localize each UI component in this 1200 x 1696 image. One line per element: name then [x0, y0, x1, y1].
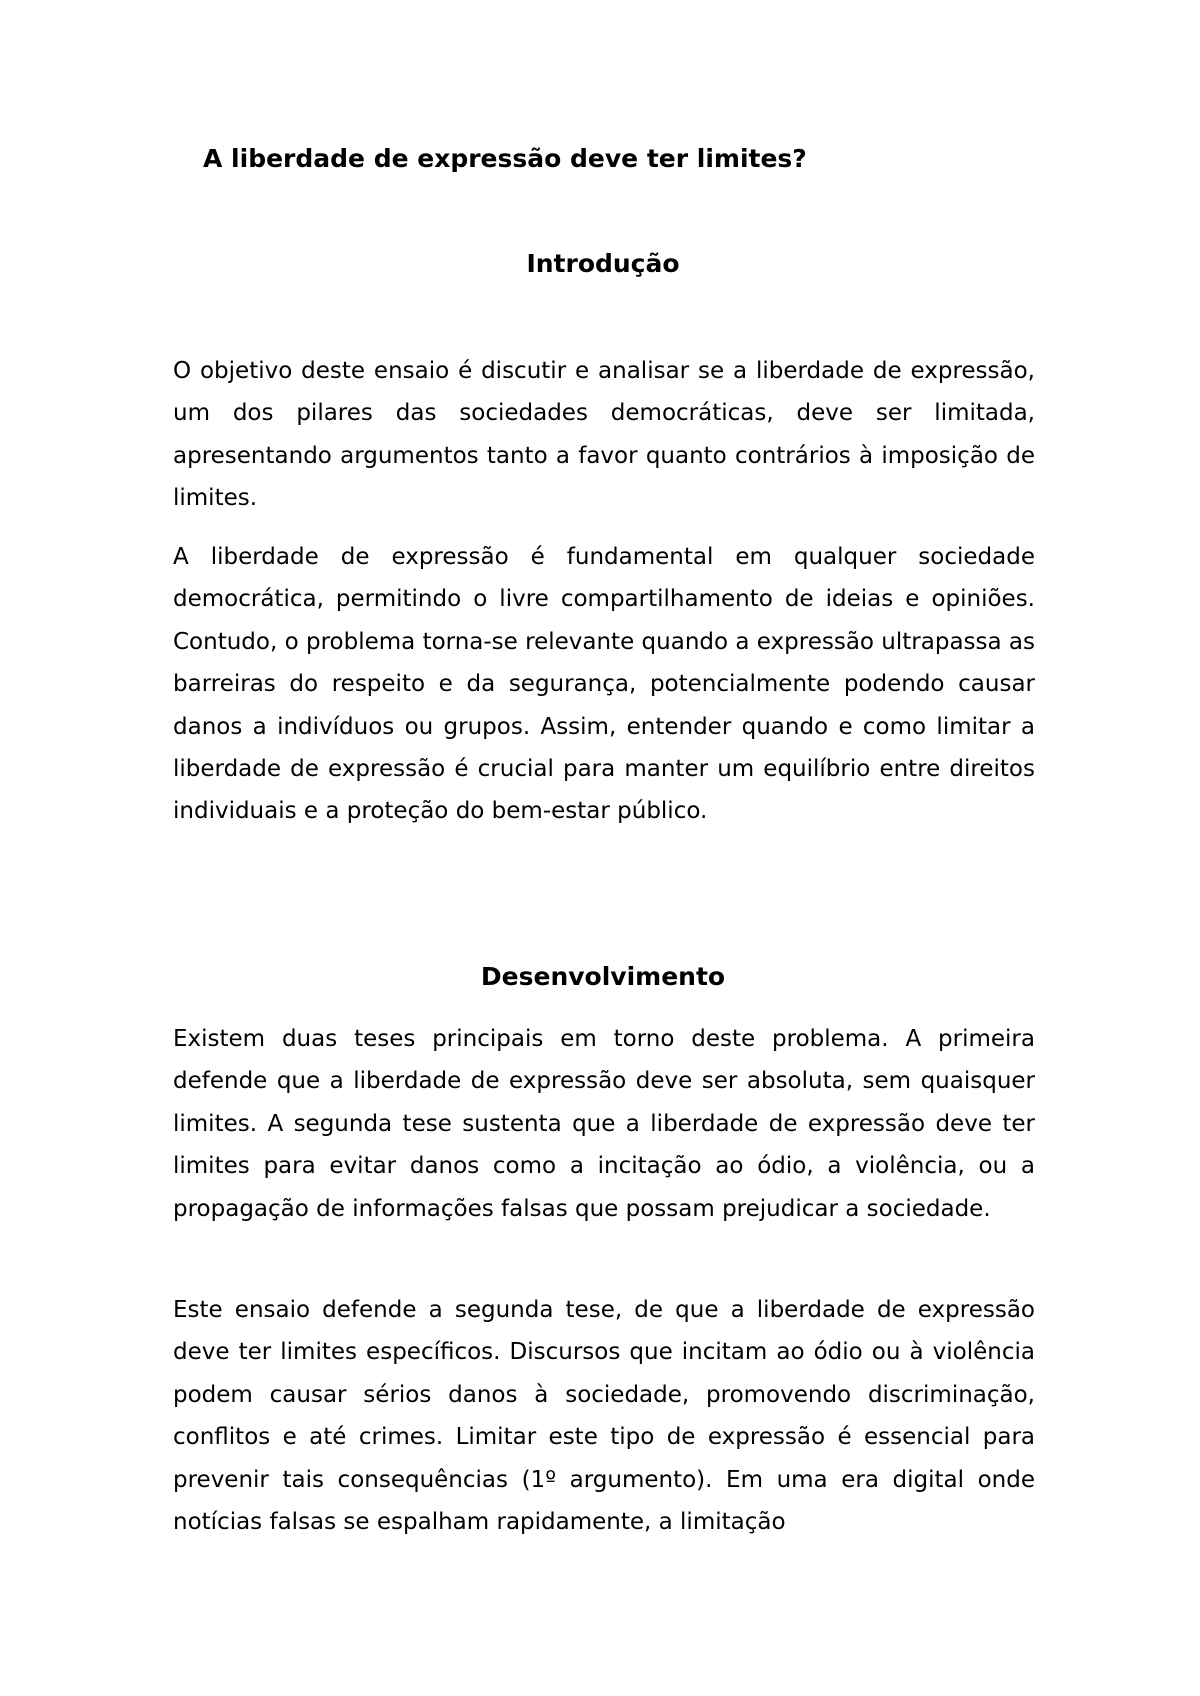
paragraph-intro-2: A liberdade de expressão é fundamental em qualquer sociedade democrática, permitindo o livre compartilhamento de ideias e opiniões. Contudo, o problema torna-se relevante quando a expressão ultrapassa as barreiras do respeito e da segurança, potencialmente podendo causar danos a indivíduos ou grupos. Assim, entender quando e como limitar a liberdade de expressão é crucial para manter um equilíbrio entre direitos individuais e a proteção do bem-estar público. [173, 544, 1035, 825]
section-heading-desenvolvimento: Desenvolvimento [480, 962, 726, 991]
section-heading-introducao: Introdução [526, 249, 680, 278]
document-title: A liberdade de expressão deve ter limites? [203, 144, 807, 173]
paragraph-intro-1: O objetivo deste ensaio é discutir e analisar se a liberdade de expressão, um dos pilares das sociedades democráticas, deve ser limitada, apresentando argumentos tanto a favor quanto contrários à imposição de limites. [173, 358, 1035, 512]
paragraph-dev-2: Este ensaio defende a segunda tese, de que a liberdade de expressão deve ter limites específicos. Discursos que incitam ao ódio ou à violência podem causar sérios danos à sociedade, promovendo discriminação, conflitos e até crimes. Limitar este tipo de expressão é essencial para prevenir tais consequências (1º argumento). Em uma era digital onde notícias falsas se espalham rapidamente, a limitação [173, 1297, 1035, 1536]
paragraph-dev-1: Existem duas teses principais em torno deste problema. A primeira defende que a liberdade de expressão deve ser absoluta, sem quaisquer limites. A segunda tese sustenta que a liberdade de expressão deve ter limites para evitar danos como a incitação ao ódio, a violência, ou a propagação de informações falsas que possam prejudicar a sociedade. [173, 1026, 1035, 1222]
